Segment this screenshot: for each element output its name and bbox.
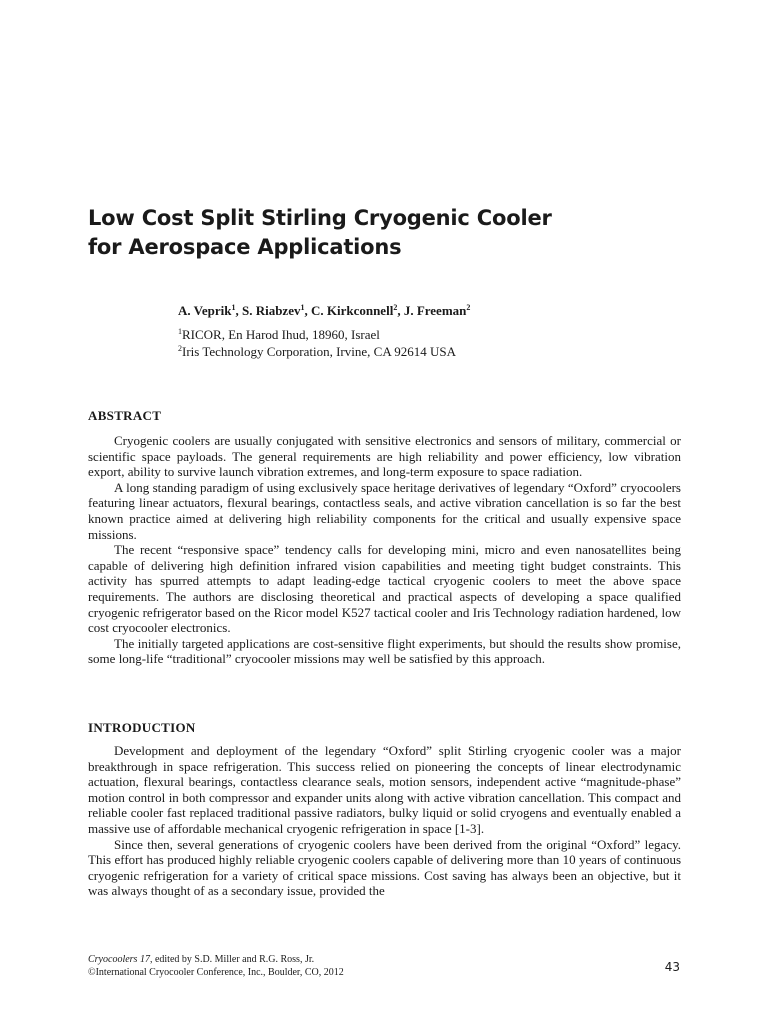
footer-book-editors: , edited by S.D. Miller and R.G. Ross, Jr. — [149, 954, 315, 965]
abstract-heading: ABSTRACT — [88, 408, 162, 423]
footer-book-title: Cryocoolers 17 — [88, 954, 150, 965]
author-affil-mark: 1 — [231, 303, 236, 312]
page-number: 43 — [664, 960, 680, 974]
author-separator: , — [304, 303, 311, 318]
affiliation-1 — [178, 327, 380, 343]
author: A. Veprik — [178, 303, 232, 318]
introduction-body — [88, 743, 681, 899]
affiliation-text: Iris Technology Corporation, Irvine, CA 92614 USA — [182, 344, 456, 359]
author: J. Freeman — [403, 303, 467, 318]
title-line-1: Low Cost Split Stirling Cryogenic Cooler — [88, 206, 552, 230]
abstract-paragraph: Cryogenic coolers are usually conjugated with sensitive electronics and sensors of military, commercial or scientific space payloads. The general requirements are high reliability and power efficiency, low vibration export, ability to survive launch vibration extremes, and long-term exposure to space radiation. — [88, 433, 681, 480]
abstract-paragraph: The initially targeted applications are cost-sensitive flight experiments, but should the results show promise, some long-life “traditional” cryocooler missions may well be satisfied by this approach. — [88, 635, 681, 667]
abstract-paragraph: A long standing paradigm of using exclusively space heritage derivatives of legendary “Oxford” cryocoolers featuring linear actuators, flexural bearings, contactless seals, and active vibration cancellation is so far the best known practice aimed at delivering high reliability components for the critical and usually expensive space missions. — [88, 479, 681, 542]
author: C. Kirkconnell — [310, 303, 394, 318]
author-separator: , — [235, 303, 242, 318]
abstract-paragraph: The recent “responsive space” tendency calls for developing mini, micro and even nanosatellites being capable of delivering high definition infrared vision capabilities and meeting tight budget constraints. This activity has spurred attempts to adapt leading-edge tactical cryogenic coolers to meet the above space requirements. The authors are disclosing theoretical and practical aspects of developing a space qualified cryogenic refrigerator based on the Ricor model K527 tactical cooler and Iris Technology radiation hardened, low cost cryocooler electronics. — [88, 542, 681, 636]
author-affil-mark: 2 — [466, 303, 471, 312]
introduction-heading: INTRODUCTION — [88, 720, 196, 735]
footer-copyright: ©International Cryocooler Conference, Inc., Boulder, CO, 2012 — [88, 967, 344, 978]
affiliation-2 — [178, 344, 456, 360]
author-affil-mark: 1 — [300, 303, 305, 312]
author-separator: , — [397, 303, 404, 318]
affiliation-text: RICOR, En Harod Ihud, 18960, Israel — [182, 327, 380, 342]
author-affil-mark: 2 — [393, 303, 398, 312]
footer-book-line — [88, 953, 344, 966]
abstract-body — [88, 433, 681, 667]
introduction-paragraph: Development and deployment of the legendary “Oxford” split Stirling cryogenic cooler was a major breakthrough in space refrigeration. This success relied on pioneering the concepts of linear electrodynamic actuation, flexural bearings, contactless clearance seals, motion sensors, independent active “magnitude-phase” motion control in both compressor and expander units along with active vibration cancellation. This compact and reliable cooler fast replaced traditional passive radiators, bulky liquid or solid cryogens and eventually enabled a massive use of affordable mechanical cryogenic refrigeration in space [1-3]. — [88, 743, 681, 836]
introduction-paragraph: Since then, several generations of cryogenic coolers have been derived from the original “Oxford” legacy. This effort has produced highly reliable cryogenic coolers capable of delivering more than 10 years of continuous cryogenic refrigeration for a variety of critical space missions. Cost saving has always been an objective, but it was always thought of as a secondary issue, provided the — [88, 836, 681, 899]
title-line-2: for Aerospace Applications — [88, 235, 402, 259]
affiliation-mark: 2 — [178, 344, 182, 353]
author: S. Riabzev — [241, 303, 301, 318]
footer-citation — [88, 953, 344, 979]
paper-title — [88, 204, 688, 262]
author-list — [178, 303, 470, 319]
affiliation-mark: 1 — [178, 327, 182, 336]
